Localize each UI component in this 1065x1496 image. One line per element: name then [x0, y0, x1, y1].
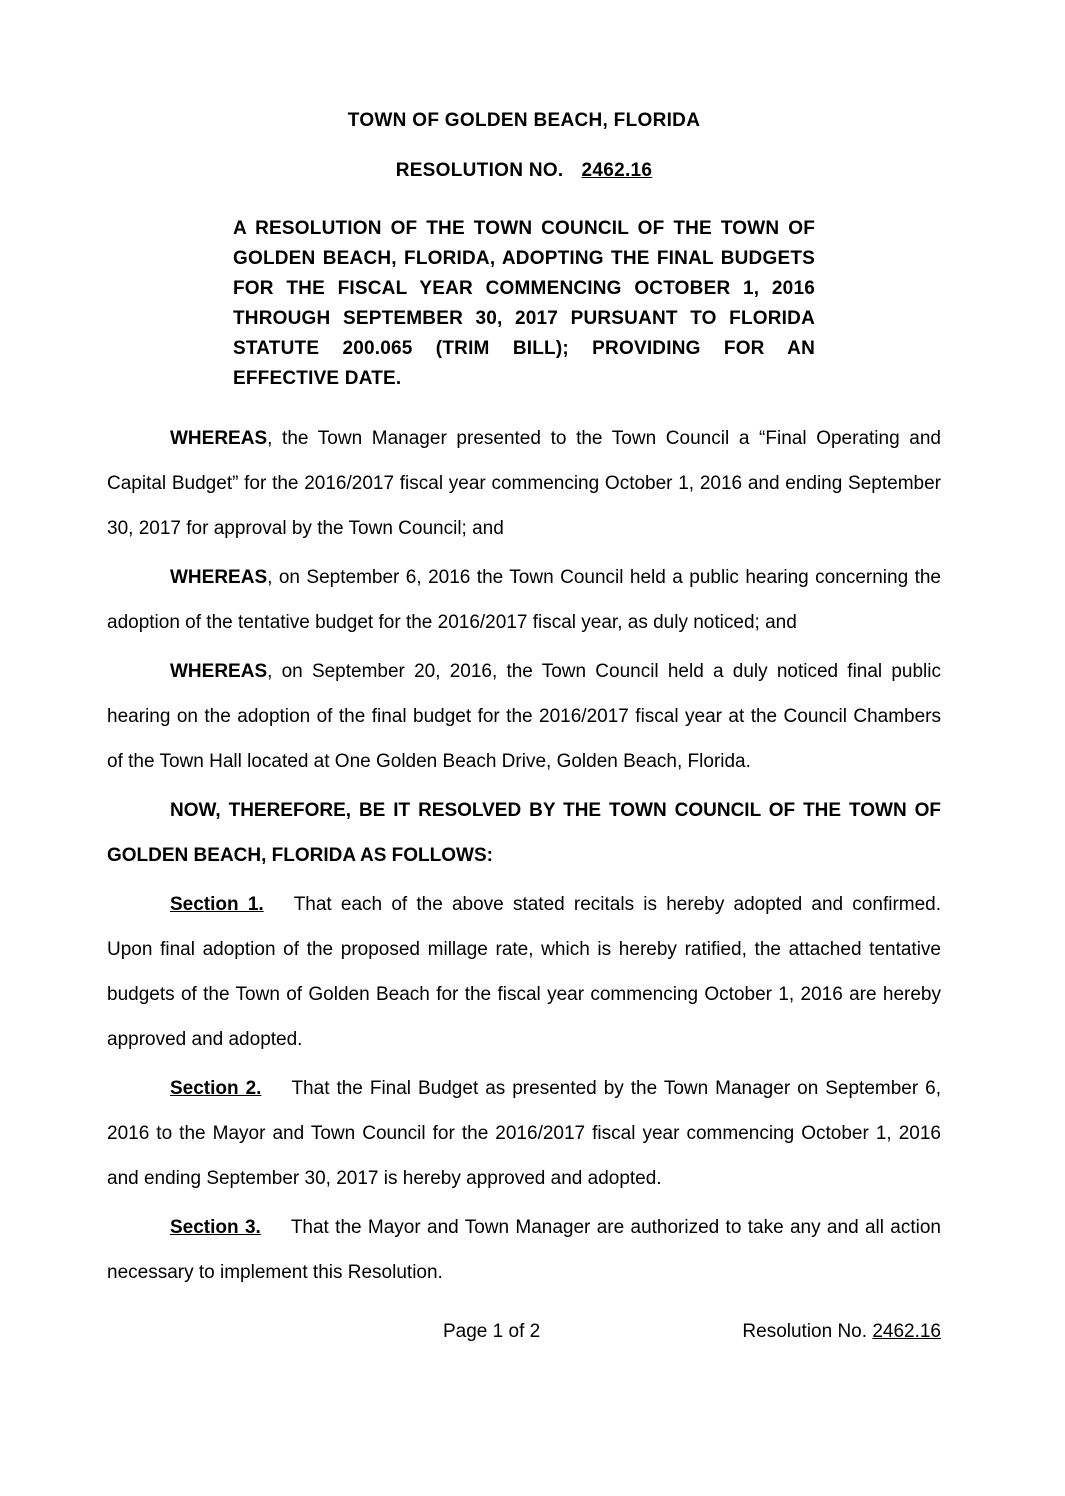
page-number: Page 1 of 2: [443, 1321, 541, 1342]
whereas-paragraph-1: [107, 416, 941, 551]
section-1-label: Section 1.: [170, 894, 264, 915]
section-3-text: That the Mayor and Town Manager are authorized to take any and all action necessary to implement this Resolution.: [107, 1217, 942, 1283]
document-title: TOWN OF GOLDEN BEACH, FLORIDA: [347, 110, 701, 131]
footer-resolution-reference: [742, 1321, 941, 1343]
whereas-text: , on September 20, 2016, the Town Council held a duly noticed final public hearing on the adoption of the final budget for the 2016/2017 fiscal year at the Council Chambers of the Town Hall located at One Golden Beach Drive, Golden Beach, Florida.: [107, 661, 941, 772]
resolution-number-line: [107, 160, 941, 182]
resolution-label: RESOLUTION NO.: [395, 160, 564, 181]
section-2-text: That the Final Budget as presented by the Town Manager on September 6, 2016 to the Mayor and Town Council for the 2016/2017 fiscal year commencing October 1, 2016 and ending September 30, 2017 is hereby approved and adopted.: [107, 1078, 941, 1189]
section-3-paragraph: [107, 1205, 941, 1295]
whereas-lead: WHEREAS: [170, 661, 268, 682]
whereas-paragraph-2: [107, 555, 941, 645]
section-1-paragraph: [107, 882, 941, 1062]
section-2-label: Section 2.: [170, 1078, 262, 1099]
section-2-paragraph: [107, 1066, 941, 1201]
page-footer: [107, 1321, 941, 1343]
document-body: [107, 416, 941, 1295]
whereas-lead: WHEREAS: [170, 567, 268, 588]
whereas-paragraph-3: [107, 649, 941, 784]
whereas-lead: WHEREAS: [170, 428, 268, 449]
section-3-label: Section 3.: [170, 1217, 261, 1238]
footer-resolution-label: Resolution No.: [742, 1321, 868, 1342]
whereas-text: , the Town Manager presented to the Town Council a “Final Operating and Capital Budget” for the 2016/2017 fiscal year commencing October 1, 2016 and ending September 30, 2017 for approval by the Town Council; and: [107, 428, 941, 539]
section-1-text: That each of the above stated recitals is hereby adopted and confirmed. Upon final adoption of the proposed millage rate, which is hereby ratified, the attached tentative budgets of the Town of Golden Beach for the fiscal year commencing October 1, 2016 are hereby approved and adopted.: [107, 894, 942, 1050]
footer-resolution-number: 2462.16: [872, 1321, 941, 1342]
whereas-text: , on September 6, 2016 the Town Council held a public hearing concerning the adoption of the tentative budget for the 2016/2017 fiscal year, as duly noticed; and: [107, 567, 941, 633]
resolution-heading: A RESOLUTION OF THE TOWN COUNCIL OF THE TOWN OF GOLDEN BEACH, FLORIDA, ADOPTING THE FINAL BUDGETS FOR THE FISCAL YEAR COMMENCING OCTOBER 1, 2016 THROUGH SEPTEMBER 30, 2017 PURSUANT TO FLORIDA STATUTE 200.065 (TRIM BILL); PROVIDING FOR AN EFFECTIVE DATE.: [233, 218, 815, 389]
resolution-number: 2462.16: [581, 160, 653, 181]
resolved-clause: NOW, THEREFORE, BE IT RESOLVED BY THE TOWN COUNCIL OF THE TOWN OF GOLDEN BEACH, FLORIDA AS FOLLOWS:: [107, 800, 941, 866]
